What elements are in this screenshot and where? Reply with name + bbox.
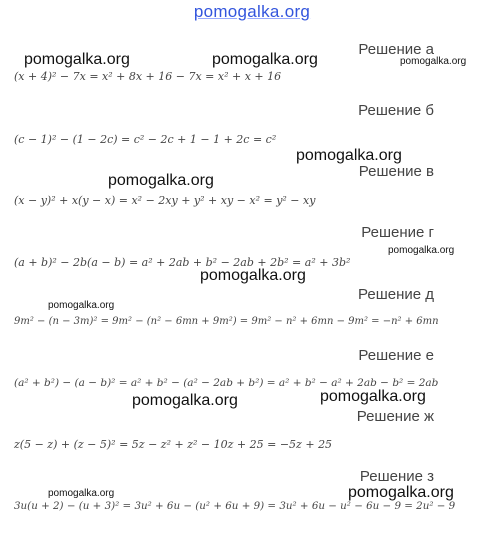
- watermark: pomogalka.org: [388, 245, 455, 256]
- heading-solution-a: Решение а: [358, 41, 434, 58]
- watermark: pomogalka.org: [296, 147, 402, 164]
- heading-solution-g: Решение г: [361, 224, 434, 241]
- watermark: pomogalka.org: [320, 388, 426, 405]
- heading-solution-z: Решение з: [359, 468, 434, 485]
- heading-solution-zh: Решение ж: [356, 408, 434, 425]
- formula-b: (c − 1)² − (1 − 2c) = c² − 2c + 1 − 1 + 2c = c²: [14, 133, 277, 146]
- watermark: pomogalka.org: [400, 56, 467, 67]
- heading-solution-b: Решение б: [358, 102, 434, 119]
- site-header-link[interactable]: pomogalka.org: [193, 2, 311, 21]
- watermark: pomogalka.org: [48, 488, 115, 499]
- formula-z: 3u(u + 2) − (u + 3)² = 3u² + 6u − (u² + 6u + 9) = 3u² + 6u − u² − 6u − 9 = 2u² − 9: [14, 500, 456, 512]
- heading-solution-v: Решение в: [358, 163, 434, 180]
- formula-e: (a² + b²) − (a − b)² = a² + b² − (a² − 2ab + b²) = a² + b² − a² + 2ab − b² = 2ab: [14, 377, 439, 389]
- watermark: pomogalka.org: [212, 51, 318, 68]
- watermark: pomogalka.org: [348, 484, 454, 501]
- formula-v: (x − y)² + x(y − x) = x² − 2xy + y² + xy − x² = y² − xy: [14, 194, 316, 207]
- heading-solution-d: Решение д: [358, 286, 434, 303]
- watermark: pomogalka.org: [24, 51, 130, 68]
- formula-d: 9m² − (n − 3m)² = 9m² − (n² − 6mn + 9m²) = 9m² − n² + 6mn − 9m² = −n² + 6mn: [14, 316, 439, 327]
- watermark: pomogalka.org: [48, 300, 115, 311]
- formula-g: (a + b)² − 2b(a − b) = a² + 2ab + b² − 2ab + 2b² = a² + 3b²: [14, 256, 351, 269]
- watermark: pomogalka.org: [108, 172, 214, 189]
- formula-a: (x + 4)² − 7x = x² + 8x + 16 − 7x = x² + x + 16: [14, 70, 282, 83]
- watermark: pomogalka.org: [132, 392, 238, 409]
- watermark: pomogalka.org: [200, 267, 306, 284]
- formula-zh: z(5 − z) + (z − 5)² = 5z − z² + z² − 10z + 25 = −5z + 25: [14, 438, 333, 451]
- heading-solution-e: Решение е: [358, 347, 434, 364]
